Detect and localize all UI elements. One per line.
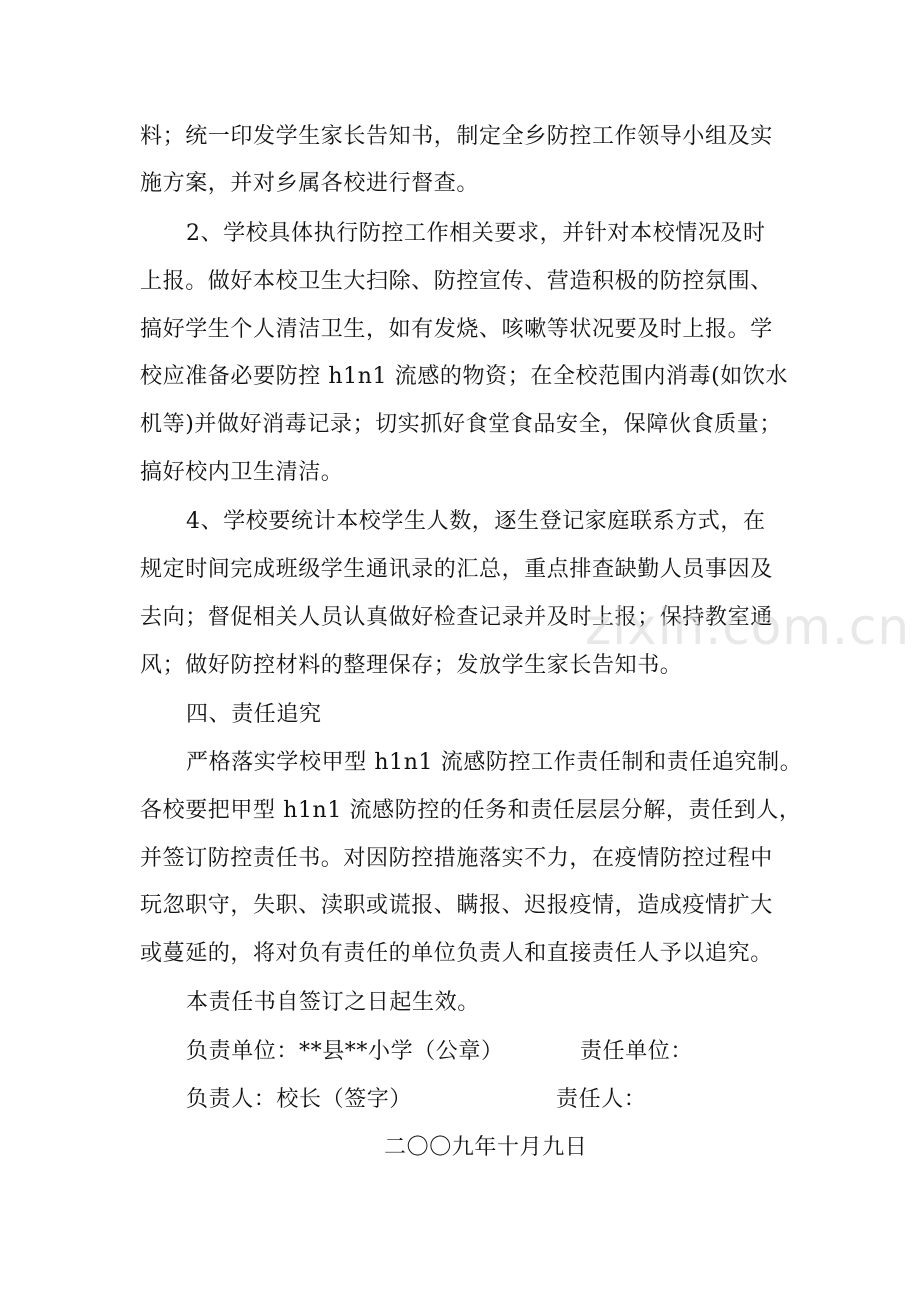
text-line-8: 搞好校内卫生清洁。	[140, 460, 344, 485]
text-line-12: 风；做好防控材料的整理保存；发放学生家长告知书。	[140, 653, 683, 678]
text-line-5: 搞好学生个人清洁卫生，如有发烧、咳嗽等状况要及时上报。学	[140, 317, 773, 342]
section-heading: 四、责任追究	[186, 702, 322, 727]
watermark-text: zixin.com.cn	[585, 598, 911, 656]
responsible-unit-left: 负责单位：**县**小学（公章）	[186, 1039, 504, 1064]
text-line-10: 规定时间完成班级学生通讯录的汇总，重点排查缺勤人员事因及	[140, 557, 773, 582]
text-line-2: 施方案，并对乡属各校进行督查。	[140, 171, 480, 196]
document-date: 二〇〇九年十月九日	[384, 1135, 588, 1160]
responsible-person-left: 负责人：校长（签字）	[186, 1087, 413, 1112]
text-line-7: 机等)并做好消毒记录；切实抓好食堂食品安全，保障伙食质量；	[140, 412, 782, 437]
text-line-16: 并签订防控责任书。对因防控措施落实不力，在疫情防控过程中	[140, 846, 773, 871]
responsible-unit-right: 责任单位：	[580, 1039, 694, 1064]
text-line-3: 2、学校具体执行防控工作相关要求，并针对本校情况及时	[186, 221, 766, 246]
text-line-17: 玩忽职守，失职、渎职或谎报、瞒报、迟报疫情，造成疫情扩大	[140, 893, 773, 918]
text-line-6: 校应准备必要防控 h1n1 流感的物资；在全校范围内消毒(如饮水	[140, 364, 789, 389]
effective-statement: 本责任书自签订之日起生效。	[186, 990, 480, 1015]
text-line-11: 去向；督促相关人员认真做好检查记录并及时上报；保持教室通	[140, 605, 773, 630]
text-line-15: 各校要把甲型 h1n1 流感防控的任务和责任层层分解，责任到人，	[140, 798, 802, 823]
responsible-person-right: 责任人：	[556, 1087, 647, 1112]
text-line-4: 上报。做好本校卫生大扫除、防控宣传、营造积极的防控氛围、	[140, 269, 773, 294]
text-line-9: 4、学校要统计本校学生人数，逐生登记家庭联系方式，在	[186, 509, 766, 534]
text-line-1: 料；统一印发学生家长告知书，制定全乡防控工作领导小组及实	[140, 124, 773, 149]
text-line-14: 严格落实学校甲型 h1n1 流感防控工作责任制和责任追究制。	[186, 750, 803, 775]
text-line-18: 或蔓延的，将对负有责任的单位负责人和直接责任人予以追究。	[140, 941, 773, 966]
